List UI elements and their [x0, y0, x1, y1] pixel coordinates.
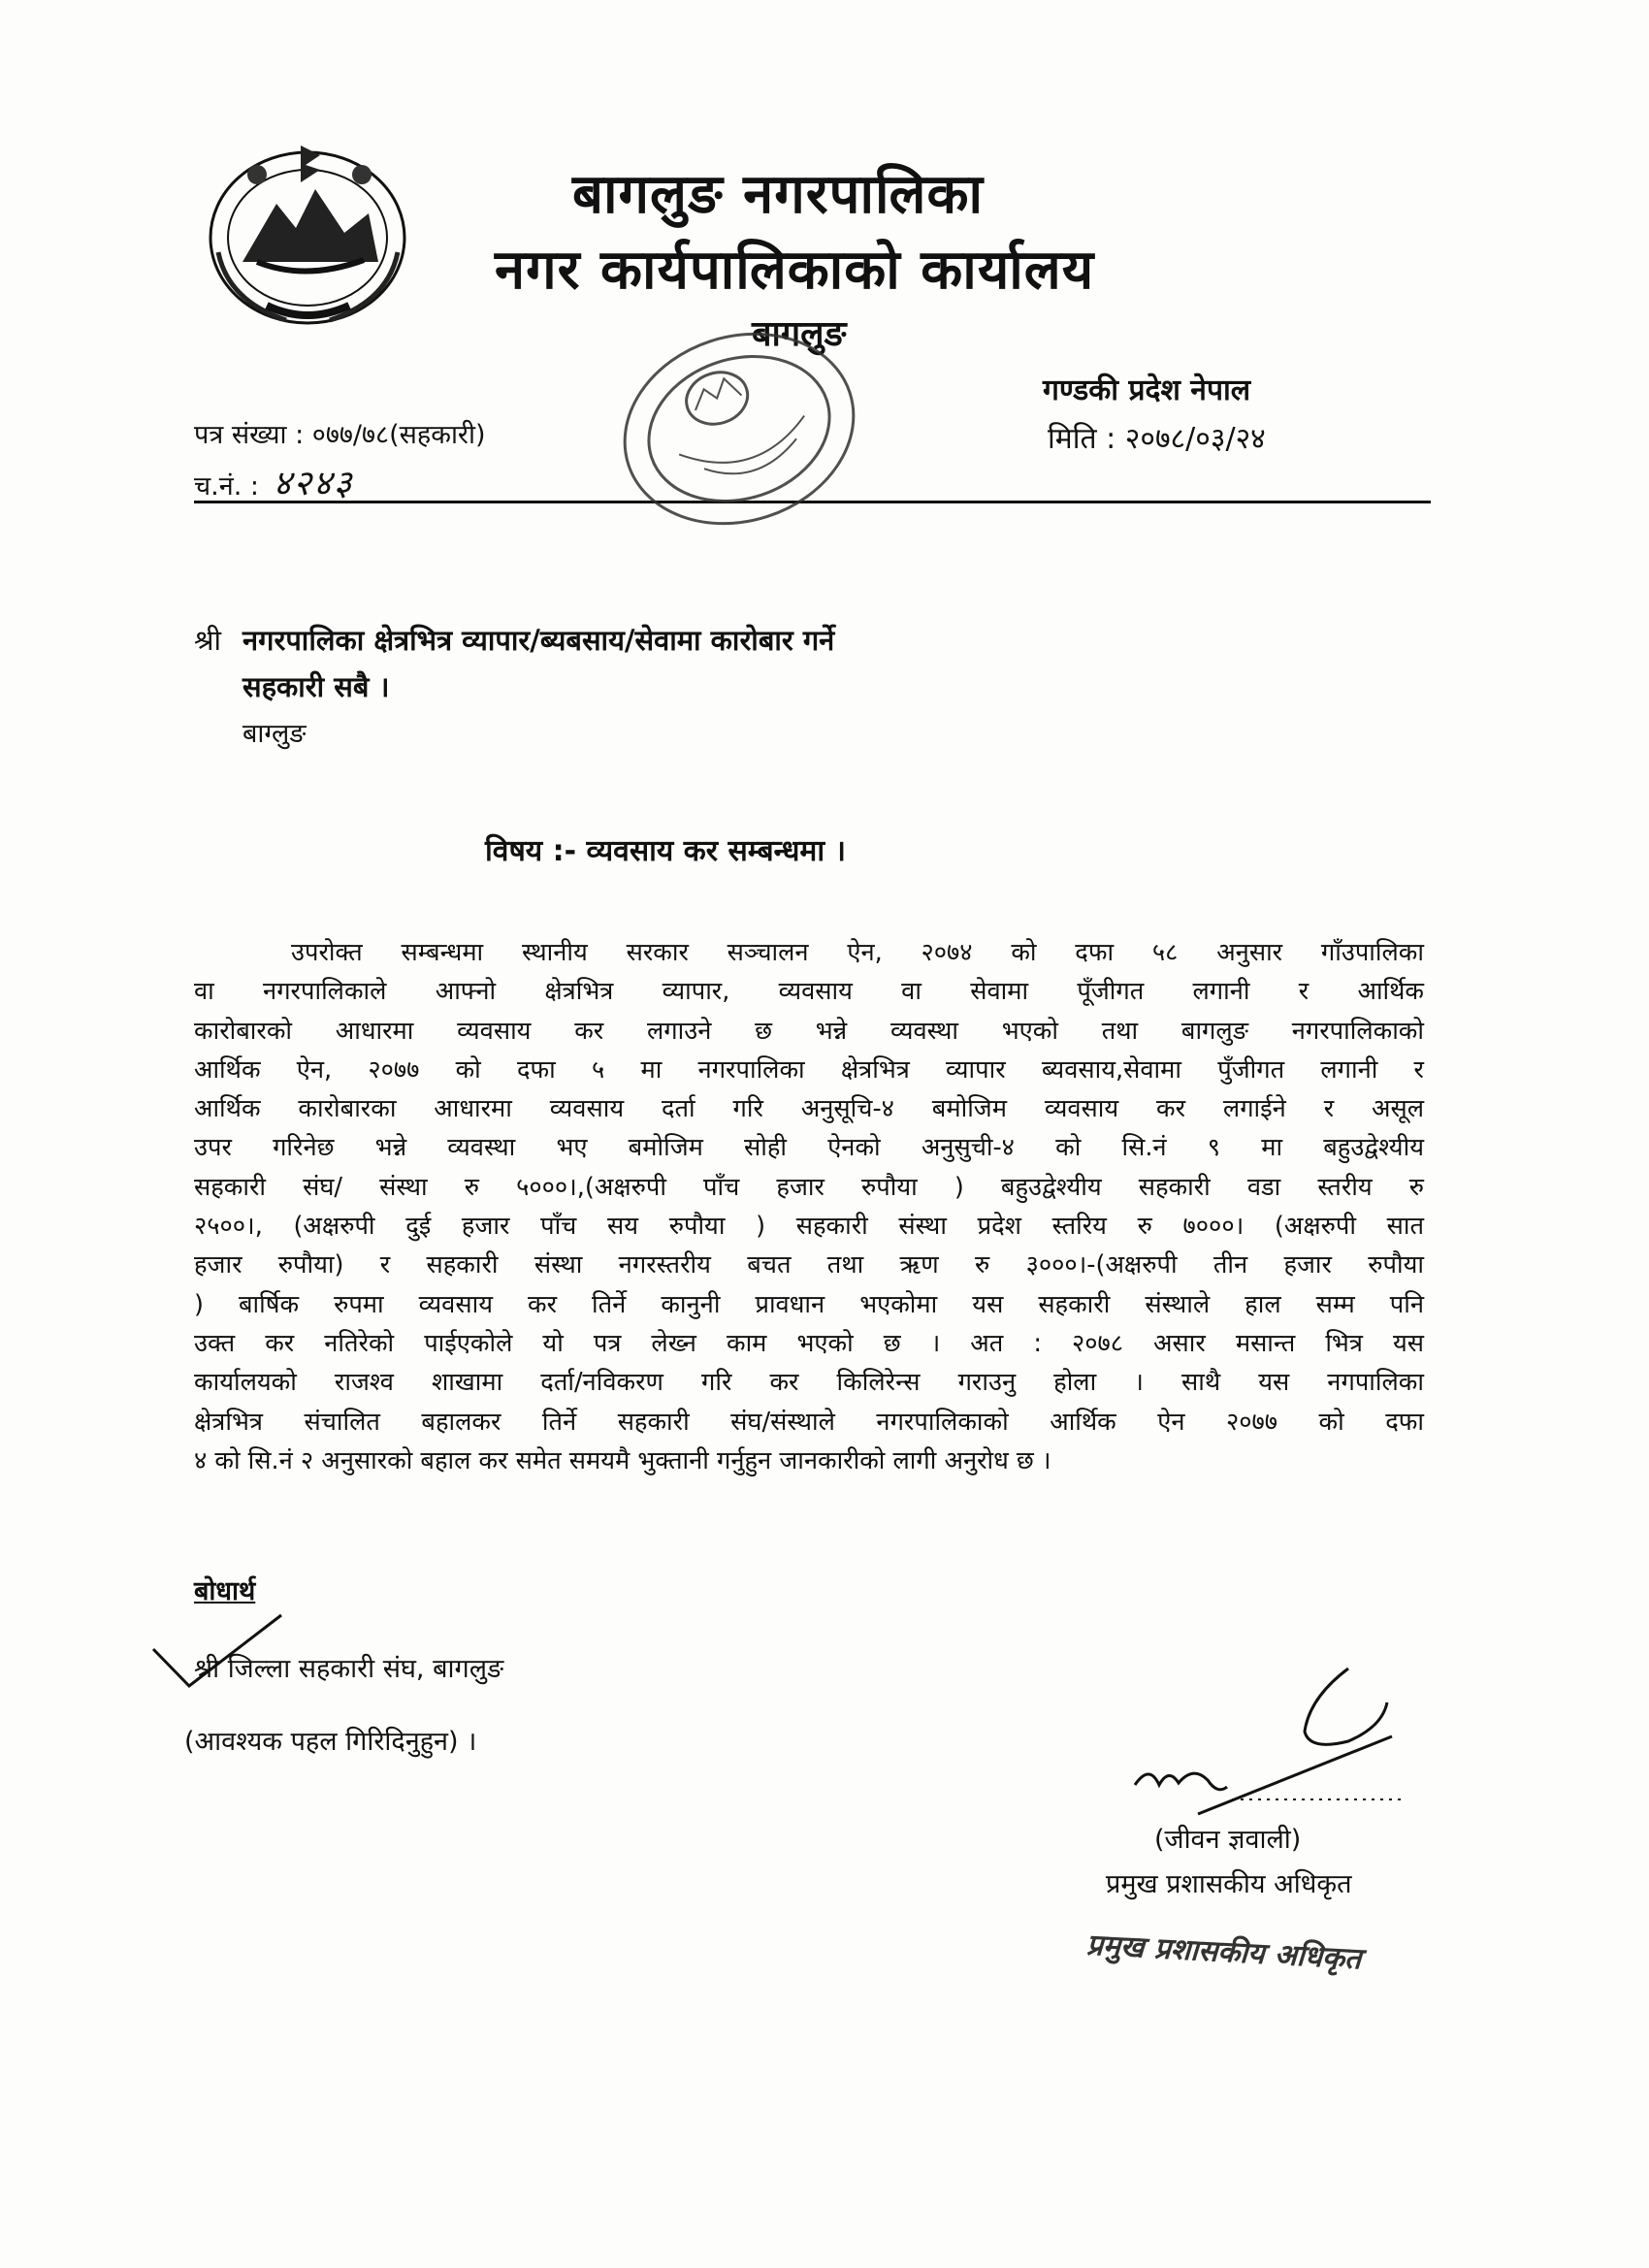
body-line: उक्त कर नतिरेको पाईएकोले यो पत्र लेख्न काम भएको छ । अत : २०७८ असार मसान्त भित्र यस: [194, 1328, 1424, 1358]
dispatch-number: [194, 458, 353, 505]
province-label: गण्डकी प्रदेश नेपाल: [1043, 373, 1251, 407]
office-stamp: [606, 320, 873, 538]
body-line: आर्थिक ऐन, २०७७ को दफा ५ मा नगरपालिका क्षेत्रभित्र व्यापार ब्यवसाय,सेवामा पुँजीगत लगानी र: [194, 1054, 1424, 1085]
office-title-line2: नगर कार्यपालिकाको कार्यालय: [495, 239, 1095, 302]
body-line: ) बार्षिक रुपमा व्यवसाय कर तिर्ने कानुनी प्रावधान भएकोमा यस सहकारी संस्थाले हाल सम्म पनि: [194, 1289, 1424, 1319]
cc-recipient: श्री जिल्ला सहकारी संघ, बागलुङ: [194, 1654, 504, 1684]
cc-note: (आवश्यक पहल गिरिदिनुहुन) ।: [184, 1727, 477, 1757]
office-title-line3: बागलुङ: [752, 314, 847, 354]
body-line: उपरोक्त सम्बन्धमा स्थानीय सरकार सञ्चालन ऐन, २०७४ को दफा ५८ अनुसार गाँउपालिका: [291, 938, 1424, 967]
emblem-logo: [199, 136, 417, 330]
letter-subject: विषय :- व्यवसाय कर सम्बन्धमा ।: [485, 834, 846, 868]
signatory-name: (जीवन ज्ञवाली): [1154, 1825, 1302, 1855]
body-line: हजार रुपौया) र सहकारी संस्था नगरस्तरीय बचत तथा ऋण रु ३०००।-(अक्षरुपी तीन हजार रुपौया: [194, 1250, 1424, 1280]
recipient-line2: सहकारी सबै ।: [242, 670, 390, 703]
body-line: आर्थिक कारोबारका आधारमा व्यवसाय दर्ता गरि अनुसूचि-४ बमोजिम व्यवसाय कर लगाईने र असूल: [194, 1094, 1424, 1124]
recipient-location: बाग्लुङ: [242, 719, 307, 749]
letter-date: मिति : २०७८/०३/२४: [1048, 422, 1266, 456]
designation-stamp: प्रमुख प्रशासकीय अधिकृत: [1085, 1928, 1363, 1977]
letter-body: [194, 933, 1424, 1480]
body-line: कार्यालयको राजश्व शाखामा दर्ता/नविकरण गरि कर किलिरेन्स गराउनु होला । साथै यस नगपालिका: [194, 1368, 1424, 1398]
body-line: २५००।, (अक्षरुपी दुई हजार पाँच सय रुपौया ) सहकारी संस्था प्रदेश स्तरिय रु ७०००। (अक्षरुपी सात: [194, 1212, 1424, 1242]
body-line: ४ को सि.नं २ अनुसारको बहाल कर समेत समयमै भुक्तानी गर्नुहुन जानकारीको लागी अनुरोध छ ।: [194, 1445, 1051, 1475]
recipient-name: नगरपालिका क्षेत्रभित्र व्यापार/ब्यबसाय/सेवामा कारोबार गर्ने: [242, 624, 835, 657]
body-line: क्षेत्रभित्र संचालित बहालकर तिर्ने सहकारी संघ/संस्थाले नगरपालिकाको आर्थिक ऐन २०७७ को दफा: [194, 1407, 1424, 1437]
body-line: वा नगरपालिकाले आफ्नो क्षेत्रभित्र व्यापार, व्यवसाय वा सेवामा पूँजीगत लगानी र आर्थिक: [194, 977, 1424, 1007]
signatory-title: प्रमुख प्रशासकीय अधिकृत: [1106, 1869, 1352, 1899]
body-line: सहकारी संघ/ संस्था रु ५०००।,(अक्षरुपी पाँच हजार रुपौया ) बहुउद्वेश्यीय सहकारी वडा स्तरीय रु: [194, 1172, 1424, 1202]
cc-heading: बोधार्थ: [194, 1576, 256, 1606]
recipient-prefix: श्री: [194, 624, 222, 657]
office-title-line1: बागलुङ नगरपालिका: [572, 163, 984, 226]
reference-number: पत्र संख्या : ०७७/७८(सहकारी): [194, 420, 486, 450]
dispatch-value: ४२४३: [273, 464, 354, 503]
body-line: उपर गरिनेछ भन्ने व्यवस्था भए बमोजिम सोही ऐनको अनुसुची-४ को सि.नं ९ मा बहुउद्वेश्यीय: [194, 1133, 1424, 1163]
recipient-line1: [194, 621, 834, 659]
body-line: कारोबारको आधारमा व्यवसाय कर लगाउने छ भन्ने व्यवस्था भएको तथा बागलुङ नगरपालिकाको: [194, 1016, 1424, 1046]
handwritten-signature: [1116, 1659, 1406, 1824]
dispatch-label: च.नं. :: [194, 471, 259, 502]
